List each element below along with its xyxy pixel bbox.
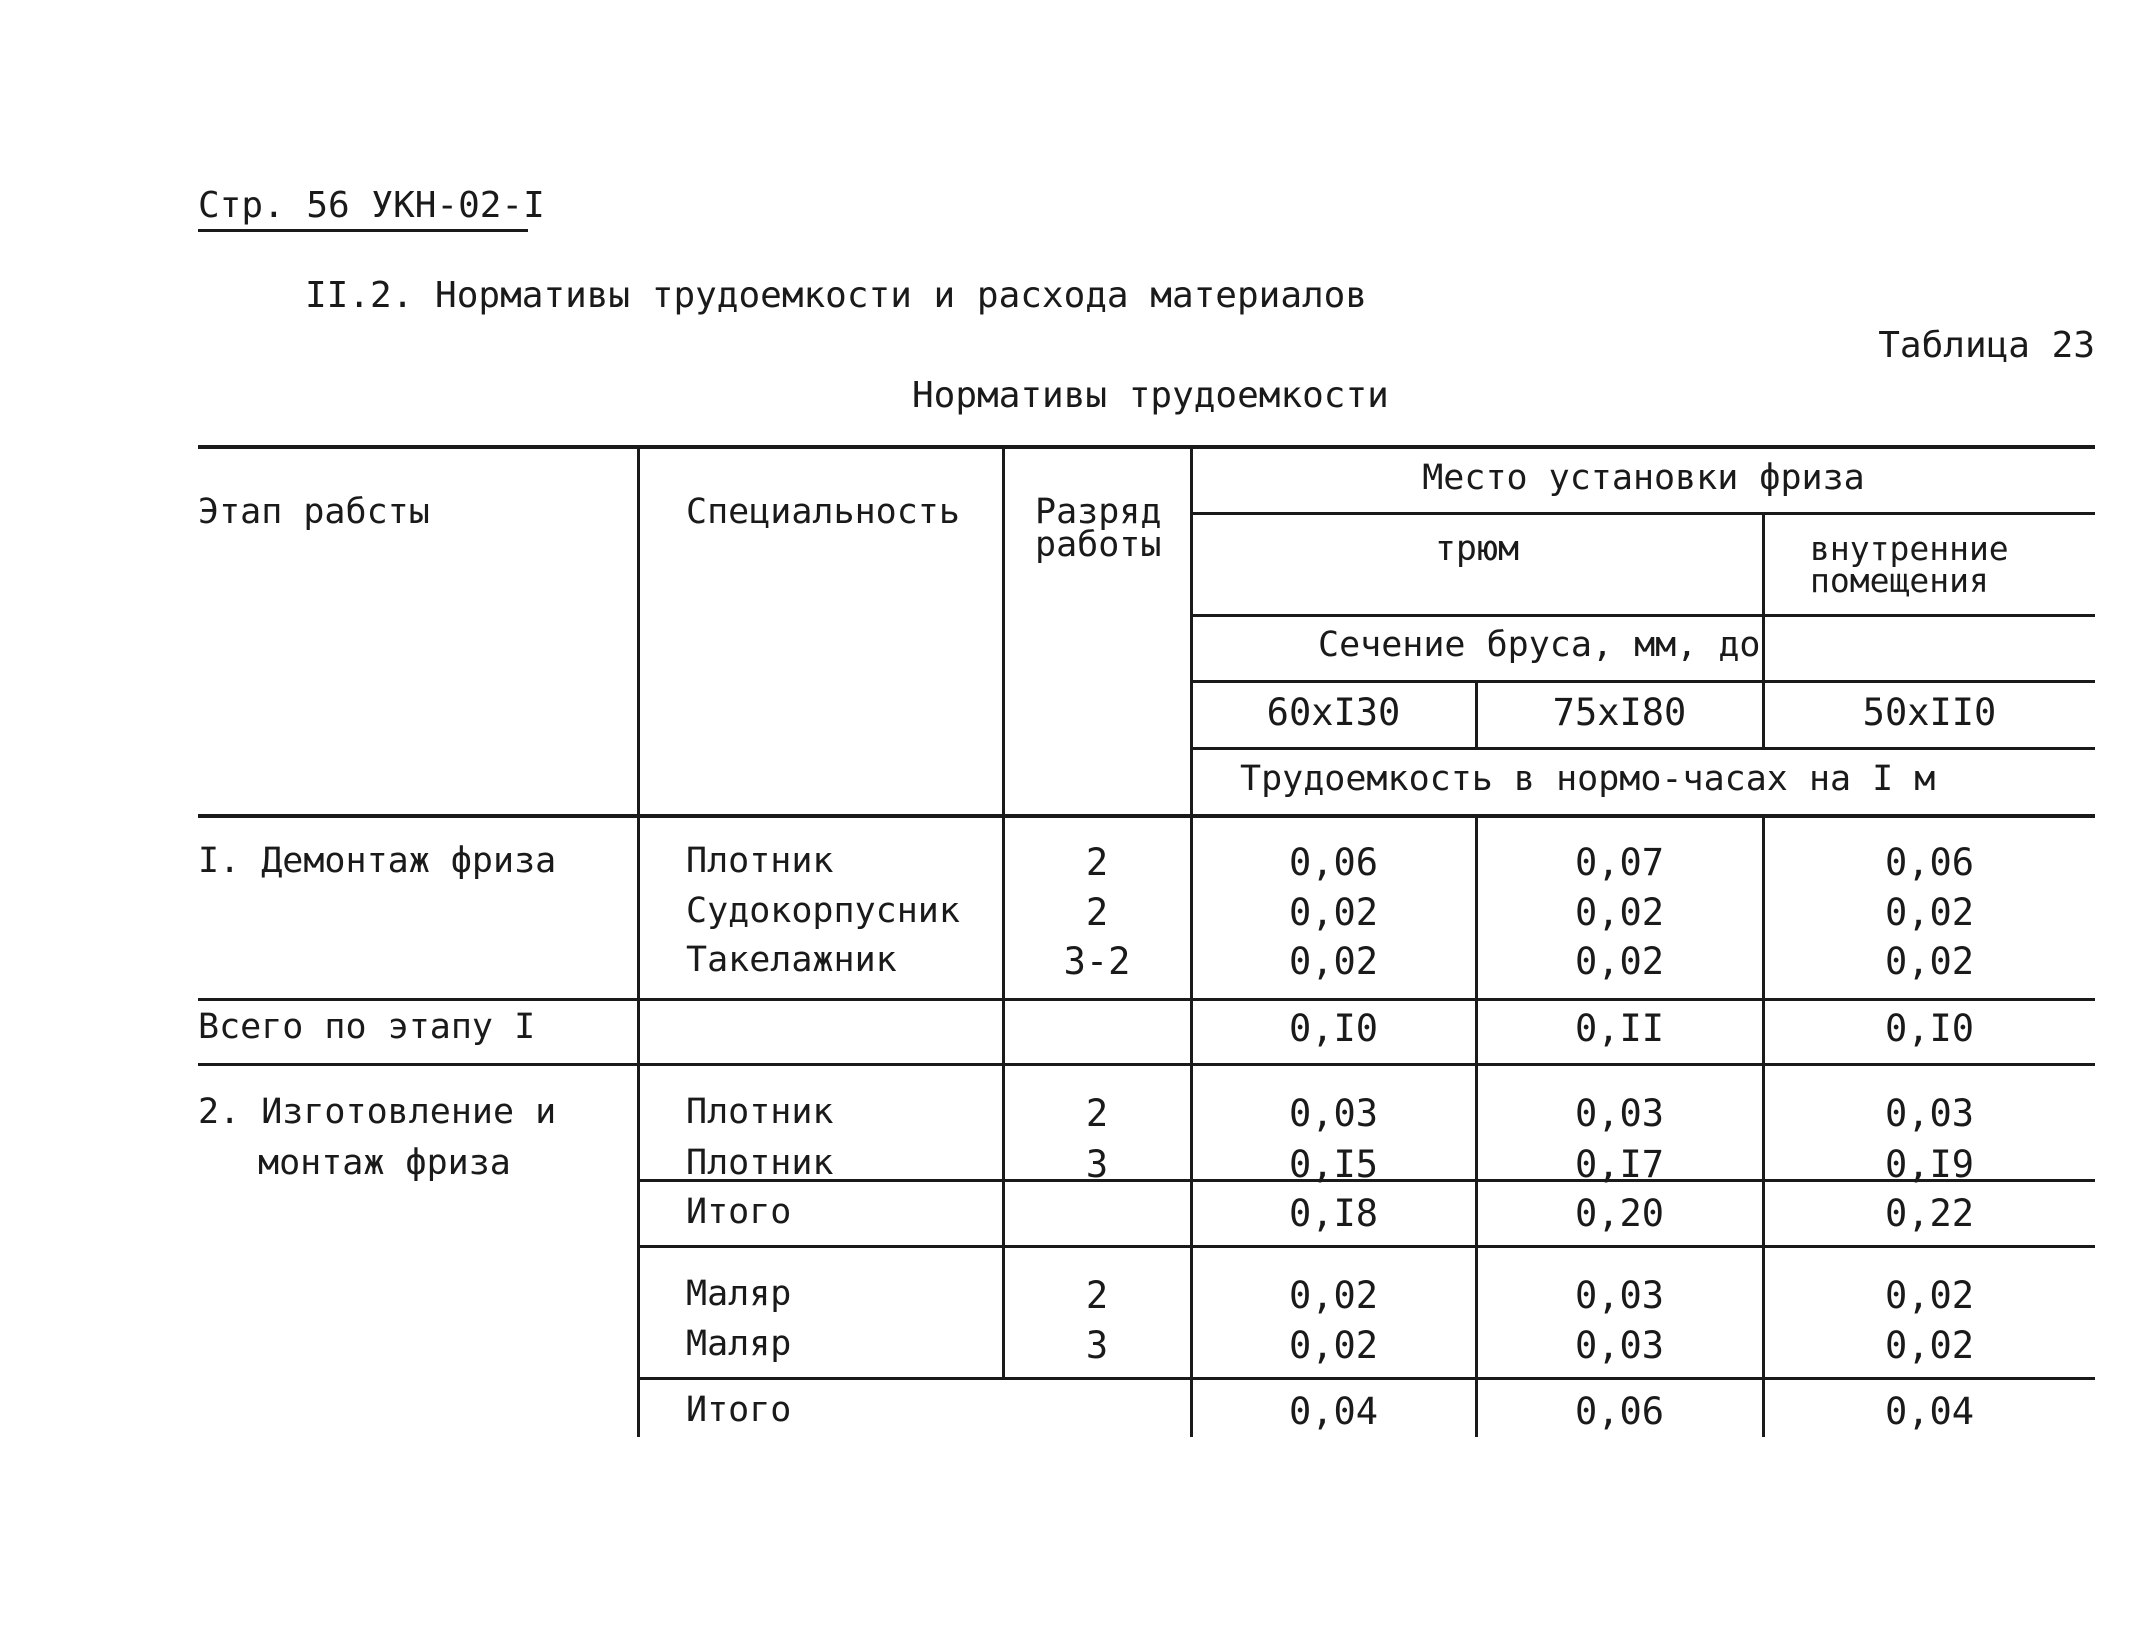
head-size-75x180: 75хI80 xyxy=(1552,691,1687,734)
row-grade: 2 xyxy=(1085,891,1109,934)
row-value-75x180: 0,03 xyxy=(1574,1324,1665,1367)
row-value-60x130: 0,I8 xyxy=(1288,1192,1379,1235)
rule-sizes xyxy=(1192,747,2095,750)
row-specialty: Плотник xyxy=(686,1143,834,1183)
rule-itogo2-top xyxy=(640,1377,2095,1380)
row-value-75x180: 0,06 xyxy=(1574,1390,1665,1433)
row-value-50x110: 0,02 xyxy=(1884,940,1975,983)
row-value-50x110: 0,I9 xyxy=(1884,1143,1975,1186)
rule-hold xyxy=(1192,614,2095,617)
row-stage: 2. Изготовление и xyxy=(198,1092,557,1132)
head-unit: Трудоемкость в нормо-часах на I м xyxy=(1240,759,1936,799)
row-value-60x130: 0,02 xyxy=(1288,1274,1379,1317)
rule-itogo1-bottom xyxy=(640,1245,2095,1248)
row-specialty: Итого xyxy=(686,1192,792,1232)
head-section: Сечение бруса, мм, до xyxy=(1318,625,1761,665)
row-value-75x180: 0,20 xyxy=(1574,1192,1665,1235)
row-specialty: Маляр xyxy=(686,1324,792,1364)
head-grade-line2: работы xyxy=(1035,525,1162,565)
row-value-50x110: 0,22 xyxy=(1884,1192,1975,1235)
row-value-75x180: 0,03 xyxy=(1574,1092,1665,1135)
row-value-75x180: 0,I7 xyxy=(1574,1143,1665,1186)
vrule-stage xyxy=(637,447,640,1437)
head-hold: трюм xyxy=(1434,529,1520,569)
row-value-75x180: 0,03 xyxy=(1574,1274,1665,1317)
row-value-60x130: 0,I5 xyxy=(1288,1143,1379,1186)
row-value-60x130: 0,04 xyxy=(1288,1390,1379,1433)
row-value-50x110: 0,04 xyxy=(1884,1390,1975,1433)
head-size-50x110: 50хII0 xyxy=(1862,691,1997,734)
head-grade-line1: Разряд xyxy=(1035,492,1162,532)
row-specialty: Маляр xyxy=(686,1274,792,1314)
row-value-60x130: 0,06 xyxy=(1288,841,1379,884)
row-specialty: Плотник xyxy=(686,841,834,881)
table-caption: Нормативы трудоемкости xyxy=(912,375,1389,416)
row-value-60x130: 0,02 xyxy=(1288,1324,1379,1367)
row-specialty: Судокорпусник xyxy=(686,891,960,931)
row-grade: 2 xyxy=(1085,1274,1109,1317)
row-value-50x110: 0,06 xyxy=(1884,841,1975,884)
row-grade: 2 xyxy=(1085,1092,1109,1135)
row-value-50x110: 0,02 xyxy=(1884,1274,1975,1317)
row-value-60x130: 0,I0 xyxy=(1288,1007,1379,1050)
rule-total1 xyxy=(198,1063,2095,1066)
head-specialty: Специальность xyxy=(686,492,960,532)
row-grade: 3-2 xyxy=(1063,940,1131,983)
row-value-60x130: 0,02 xyxy=(1288,940,1379,983)
head-interior-line2: помещения xyxy=(1810,561,1989,600)
row-value-50x110: 0,02 xyxy=(1884,891,1975,934)
rule-stage1 xyxy=(198,998,2095,1001)
row-grade: 2 xyxy=(1085,841,1109,884)
row-value-75x180: 0,07 xyxy=(1574,841,1665,884)
row-specialty: Такелажник xyxy=(686,940,897,980)
row-value-50x110: 0,03 xyxy=(1884,1092,1975,1135)
head-place: Место установки фриза xyxy=(1422,458,1865,498)
row-value-60x130: 0,02 xyxy=(1288,891,1379,934)
rule-section xyxy=(1192,680,2095,683)
rule-header-bottom xyxy=(198,814,2095,818)
section-title: II.2. Нормативы трудоемкости и расхода материалов xyxy=(305,275,1368,316)
header-underline xyxy=(198,229,528,232)
head-stage: Этап рабсты xyxy=(198,492,430,532)
head-size-60x130: 60хI30 xyxy=(1266,691,1401,734)
row-stage: Всего по этапу I xyxy=(198,1007,536,1047)
table-number: Таблица 23 xyxy=(1878,325,2095,366)
page-header: Стр. 56 УКН-02-I xyxy=(198,185,545,226)
row-value-50x110: 0,I0 xyxy=(1884,1007,1975,1050)
row-specialty: Итого xyxy=(686,1390,792,1430)
row-value-60x130: 0,03 xyxy=(1288,1092,1379,1135)
row-value-50x110: 0,02 xyxy=(1884,1324,1975,1367)
row-value-75x180: 0,02 xyxy=(1574,940,1665,983)
row-specialty: Плотник xyxy=(686,1092,834,1132)
row-grade: 3 xyxy=(1085,1324,1109,1367)
rule-top xyxy=(198,445,2095,449)
head-interior-line1: внутренние xyxy=(1810,529,2009,568)
row-stage: монтаж фриза xyxy=(258,1143,511,1183)
row-value-75x180: 0,II xyxy=(1574,1007,1665,1050)
row-grade: 3 xyxy=(1085,1143,1109,1186)
rule-place xyxy=(1192,512,2095,515)
row-value-75x180: 0,02 xyxy=(1574,891,1665,934)
row-stage: I. Демонтаж фриза xyxy=(198,841,557,881)
